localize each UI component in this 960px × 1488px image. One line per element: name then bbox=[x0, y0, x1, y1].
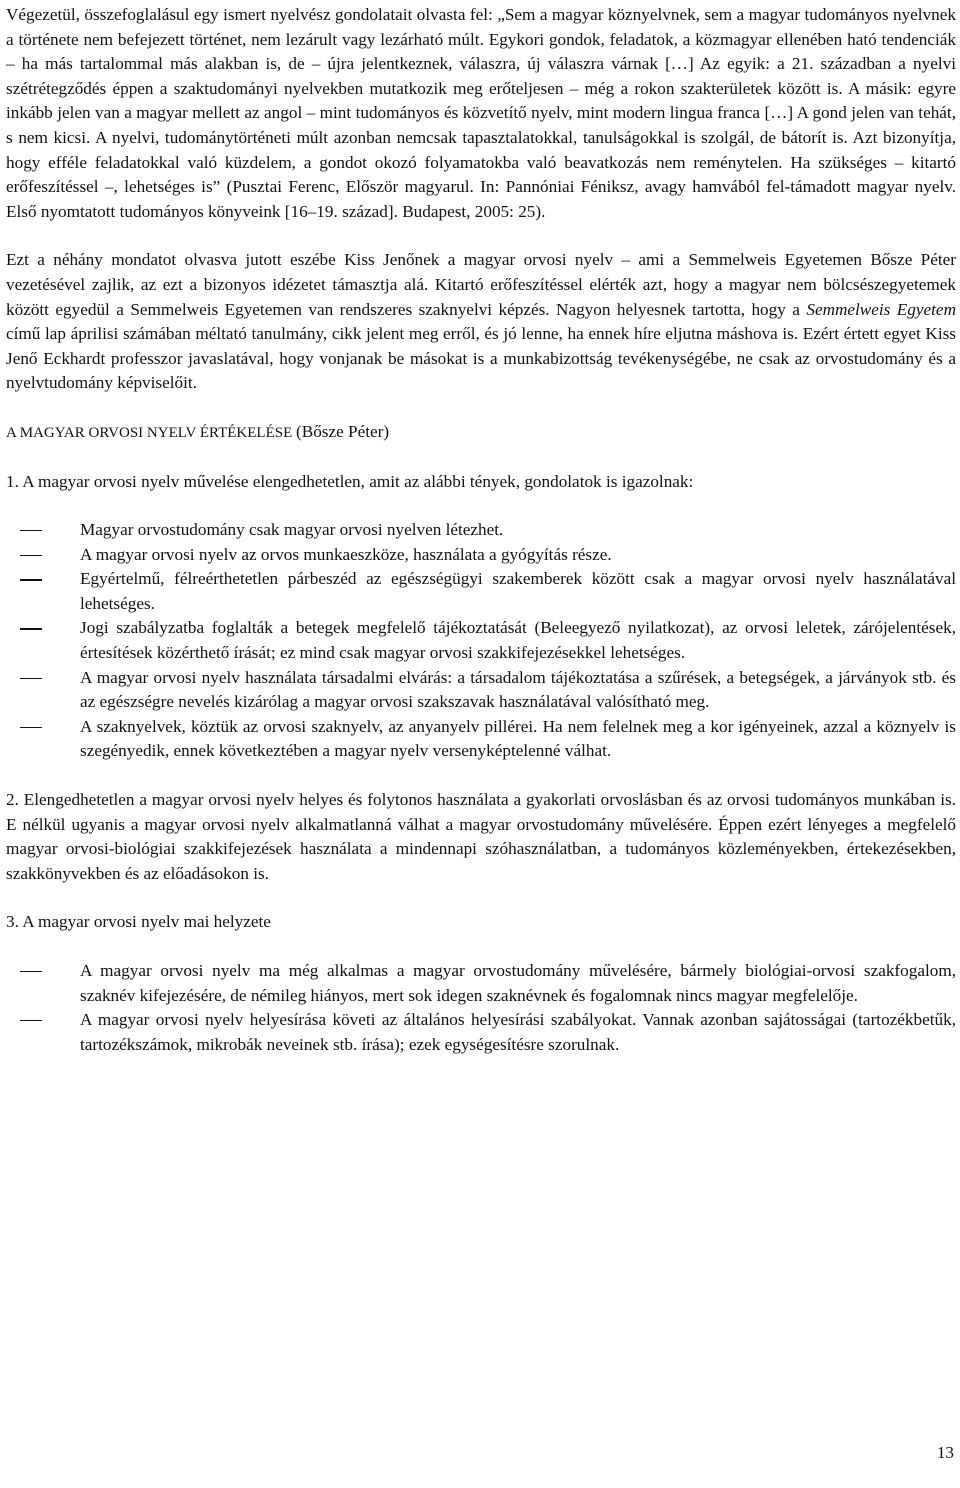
section3-list bbox=[6, 959, 956, 1057]
section-heading bbox=[6, 420, 956, 446]
paragraph-gap bbox=[6, 224, 956, 248]
paragraph-gap bbox=[6, 446, 956, 470]
list-item: A magyar orvosi nyelv ma még alkalmas a magyar orvostudomány művelésére, bármely biológiai-orvosi szakfogalom, szaknév kifejezésére, de némileg hiányos, mert sok idegen szaknévnek és fogalomnak nincs magyar megfelelője. bbox=[6, 959, 956, 1008]
list-item: A magyar orvosi nyelv helyesírása követi az általános helyesírási szabályokat. Vannak azonban sajátosságai (tartozékbetűk, tartozékszámok, mikrobák neveinek stb. írása); ezek egységesítésre szorulnak. bbox=[6, 1008, 956, 1057]
paragraph-text: című lap áprilisi számában méltató tanulmány, cikk jelent meg erről, és jó lenne, ha ennek híre eljutna máshova is. Ezért értett egyet Kiss Jenő Eckhardt professzor javaslatával, hogy vonjanak be másokat is a munkabizottság tevékenységébe, ne csak az orvostudomány és a nyelvtudomány képviselőit. bbox=[6, 324, 956, 393]
paragraph-gap bbox=[6, 396, 956, 420]
paragraph-text: Ezt a néhány mondatot olvasva jutott eszébe Kiss Jenőnek a magyar orvosi nyelv – ami a Semmelweis Egyetemen Bősze Péter vezetésével zajlik, az ezt a bizonyos idézetet támasztja alá. Kitartó erőfeszítéssel elérték azt, hogy a magyar nem bölcsészegyetemek között egyedül a Semmelweis Egyetemen van rendszeres szaknyelvi képzés. Nagyon helyesnek tartotta, hogy a bbox=[6, 250, 956, 319]
paragraph-gap bbox=[6, 935, 956, 959]
list-item: Egyértelmű, félreérthetetlen párbeszéd az egészségügyi szakemberek között csak a magyar orvosi nyelv használatával lehetséges. bbox=[6, 567, 956, 616]
heading-author: (Bősze Péter) bbox=[296, 421, 390, 441]
paragraph-gap bbox=[6, 886, 956, 910]
body-paragraph bbox=[6, 248, 956, 396]
list-item: A magyar orvosi nyelv használata társadalmi elvárás: a társadalom tájékoztatása a szűrések, a betegségek, a járványok stb. és az egészségre nevelés kizárólag a magyar orvosi szakszavak használatával valósítható meg. bbox=[6, 666, 956, 715]
paragraph-gap bbox=[6, 764, 956, 788]
heading-title: A MAGYAR ORVOSI NYELV ÉRTÉKELÉSE bbox=[6, 424, 293, 441]
list-item: A magyar orvosi nyelv az orvos munkaeszköze, használata a gyógyítás része. bbox=[6, 543, 956, 568]
document-page bbox=[6, 3, 956, 1057]
list-item: Jogi szabályzatba foglalták a betegek megfelelő tájékoztatását (Beleegyező nyilatkozat), az orvosi leletek, zárójelentések, értesítések közérthető írását; ez mind csak magyar orvosi szakkifejezésekkel lehetséges. bbox=[6, 616, 956, 665]
section3-intro: 3. A magyar orvosi nyelv mai helyzete bbox=[6, 912, 271, 932]
page-number: 13 bbox=[936, 1443, 954, 1462]
section2-paragraph: 2. Elengedhetetlen a magyar orvosi nyelv helyes és folytonos használata a gyakorlati orvoslásban és az orvosi tudományos munkában is. E nélkül ugyanis a magyar orvosi nyelv alkalmatlanná válhat a magyar orvostudomány művelésére. Éppen ezért lényeges a megfelelő magyar orvosi-biológiai szakkifejezések használata a mindennapi szóhasználatban, a tudományos közleményekben, értekezésekben, szakkönyvekben és az előadásokon is. bbox=[6, 790, 956, 883]
list-item: Magyar orvostudomány csak magyar orvosi nyelven létezhet. bbox=[6, 518, 956, 543]
quote-paragraph: Végezetül, összefoglalásul egy ismert nyelvész gondolatait olvasta fel: „Sem a magyar köznyelvnek, sem a magyar tudományos nyelvnek a története nem befejezett történet, nem lezárult vagy lezárható múlt. Egykori gondok, feladatok, a közmagyar ellenében ható tendenciák – ha más tartalommal más alakban is, de – újra jelentkeznek, válaszra, új válaszra várnak […] Az egyik: a 21. században a nyelvi szétrétegződés éppen a szaktudományi nyelvekben mutatkozik meg erőteljesen – még a rokon szakterületek között is. A másik: egyre inkább jelen van a magyar mellett az angol – mint tudományos és közvetítő nyelv, mint modern lingua franca […] A gond jelen van tehát, s nem kicsi. A nyelvi, tudománytörténeti múlt azonban nemcsak tapasztalatokkal, tanulságokkal is szolgál, de bátorít is. Azt bizonyítja, hogy efféle feladatokkal való küzdelem, a gondot okozó folyamatokba való beavatkozás nem reménytelen. Ha szükséges – kitartó erőfeszítéssel –, lehetséges is” (Pusztai Ferenc, Először magyarul. In: Pannóniai Féniksz, avagy hamvából fel-támadott magyar nyelv. Első nyomtatott tudományos könyveink [16–19. század]. Budapest, 2005: 25). bbox=[6, 5, 956, 221]
section1-list bbox=[6, 518, 956, 764]
paragraph-gap bbox=[6, 494, 956, 518]
list-item: A szaknyelvek, köztük az orvosi szaknyelv, az anyanyelv pillérei. Ha nem felelnek meg a kor igényeinek, azzal a köznyelv is szegényedik, ennek következtében a magyar nyelv versenyképtelenné válhat. bbox=[6, 715, 956, 764]
journal-title: Semmelweis Egyetem bbox=[806, 299, 956, 319]
section1-intro: 1. A magyar orvosi nyelv művelése elengedhetetlen, amit az alábbi tények, gondolatok is igazolnak: bbox=[6, 471, 694, 491]
